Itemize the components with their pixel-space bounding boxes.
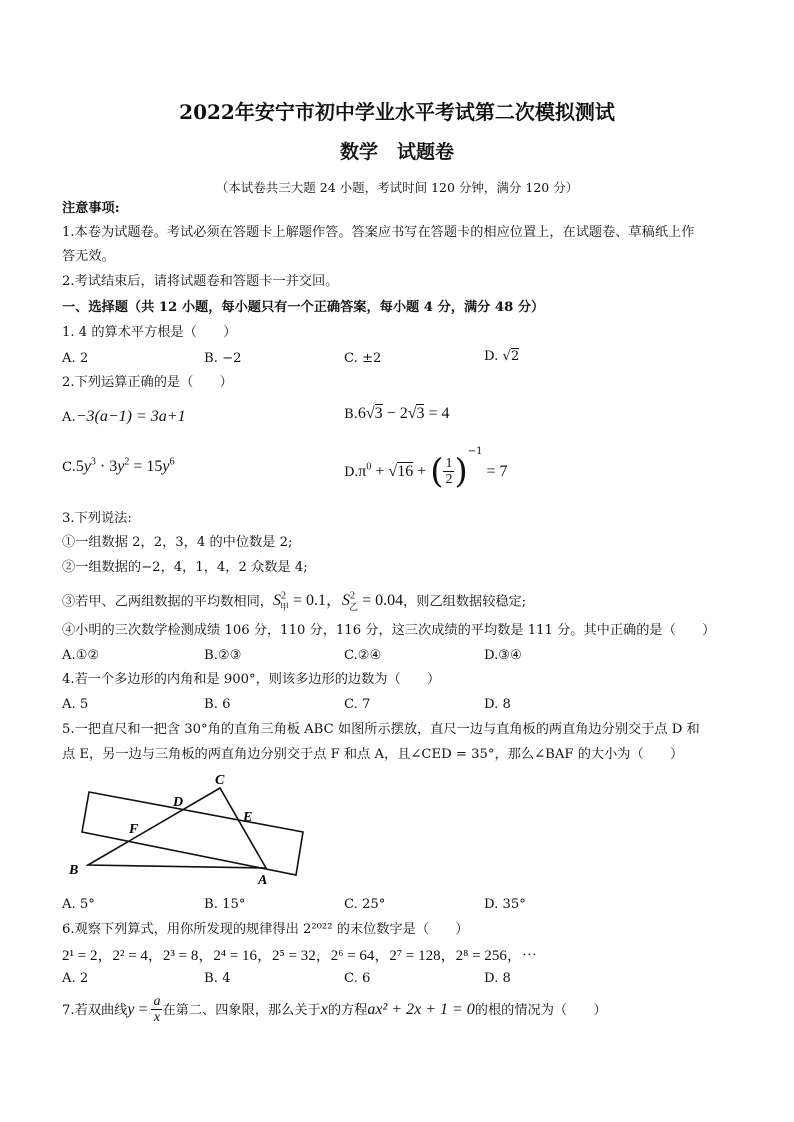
q2-option-a-expr: −3(a−1) = 3a+1 (75, 408, 186, 425)
q6-stem: 6.观察下列算式，用你所发现的规律得出 2²⁰²² 的末位数字是（ ） (62, 922, 469, 937)
q5-option-a: A. 5° (62, 897, 95, 912)
q7-text-pre: 7.若双曲线 (62, 1003, 128, 1018)
page-title: 2022年安宁市初中学业水平考试第二次模拟测试 (179, 100, 615, 124)
q3-statement-2: ②一组数据的−2，4，1，4，2 众数是 4; (62, 560, 308, 575)
notice-item-1-line1: 1.本卷为试题卷。考试必须在答题卡上解题作答。答案应书写在答题卡的相应位置上，在试题卷、草稿纸上作 (62, 225, 695, 240)
q2-option-b: B.6√3 − 2√3 = 4 (344, 405, 450, 422)
q3-statement-1: ①一组数据 2，2，3，4 的中位数是 2; (62, 535, 293, 550)
label-f: F (129, 822, 139, 837)
q6-option-a: A. 2 (62, 971, 89, 986)
q3-statement-4: ④小明的三次数学检测成绩 106 分，110 分，116 分，这三次成绩的平均数是 111 分。其中正确的是（ ） (62, 623, 716, 638)
q2-stem: 2.下列运算正确的是（ ） (62, 375, 233, 390)
sqrt-symbol-icon: √ (388, 463, 398, 480)
q5-option-d: D. 35° (484, 897, 526, 912)
notice-item-2: 2.考试结束后，请将试题卷和答题卡一并交回。 (62, 274, 339, 289)
q7-variable: x (320, 1001, 328, 1018)
label-c: C (215, 773, 225, 788)
sqrt-symbol-icon: √ (502, 349, 511, 364)
page-subtitle: 数学 试题卷 (339, 141, 454, 163)
q5-option-c: C. 25° (344, 897, 386, 912)
q2-option-b-label: B. (344, 407, 358, 422)
q5-line-2: 点 E，另一边与三角板的两直角边分别交于点 F 和点 A，且∠CED = 35°，那么∠BAF 的大小为（ ） (62, 747, 684, 762)
q3-option-b: B.②③ (204, 648, 242, 663)
q1-option-d (484, 348, 519, 366)
q6-option-d: D. 8 (484, 971, 511, 986)
q4-option-b: B. 6 (204, 697, 231, 712)
q5-line-1: 5.一把直尺和一把含 30°角的直角三角板 ABC 如图所示摆放，直尺一边与直角板的两直角边分别交于点 D 和 (62, 722, 700, 737)
q6-option-b: B. 4 (204, 971, 231, 986)
exam-info: （本试卷共三大题 24 小题，考试时间 120 分钟，满分 120 分） (215, 180, 579, 195)
q3-stem: 3.下列说法: (62, 511, 132, 526)
q2-option-a (62, 406, 186, 427)
q2-option-c: $C.5y^3 \cdot 3y^2 = 15y^6$ (62, 456, 175, 475)
q2-option-d-label: D. (344, 465, 359, 480)
q5-figure (60, 770, 320, 888)
q3-statement-3-tail: ，则乙组数据较稳定; (403, 594, 527, 610)
q4-stem: 4.若一个多边形的内角和是 900°，则该多边形的边数为（ ） (62, 672, 441, 687)
q3-option-d: D.③④ (484, 648, 522, 663)
q4-option-d: D. 8 (484, 697, 511, 712)
q2-option-d-result: = 7 (486, 463, 508, 480)
label-a: A (258, 873, 268, 888)
q2-option-a-label: A. (62, 410, 76, 425)
q1-option-a: A. 2 (62, 351, 89, 366)
q3-statement-3: ③若甲、乙两组数据的平均数相同，$S^2_甲 = 0.1$，$S^2_乙 = 0.04$，则乙组数据较稳定; (62, 591, 527, 612)
q4-option-c: C. 7 (344, 697, 371, 712)
q1-option-d-radicand: 2 (510, 349, 520, 364)
q1-option-c: C. ±2 (344, 351, 382, 366)
q3-option-c: C.②④ (344, 648, 382, 663)
q1-option-d-label: D. (484, 349, 499, 364)
sqrt-symbol-icon: √ (407, 405, 417, 422)
q1-stem: 1. 4 的算术平方根是（ ） (62, 325, 237, 340)
q7-stem: 7.若双曲线y = $\frac{a}{x}$ 在第二、四象限，那么关于x的方程ax² + 2x + 1 = 0的根的情况为（ ） (62, 994, 607, 1025)
q7-equation: ax² + 2x + 1 = 0 (367, 1001, 475, 1018)
q2-option-d: $D.\pi^0 + √16$ + ( $\frac{1}{2}$ )$^{-1}$ = 7 (344, 446, 508, 492)
label-d: D (173, 795, 184, 810)
q7-text-post: 的方程 (327, 1003, 368, 1018)
notice-heading: 注意事项: (62, 201, 120, 216)
q7-text-mid: 在第二、四象限，那么关于 (162, 1003, 321, 1018)
q4-option-a: A. 5 (62, 697, 89, 712)
q1-option-b: B. −2 (204, 351, 242, 366)
q5-option-b: B. 15° (204, 897, 246, 912)
notice-item-1-line2: 答无效。 (62, 249, 115, 264)
label-b: B (69, 863, 79, 878)
q6-option-c: C. 6 (344, 971, 371, 986)
label-e: E (243, 810, 253, 825)
q3-option-a: A.①② (62, 648, 100, 663)
q6-sequence: 2¹ = 2，2² = 4，2³ = 8，2⁴ = 16，2⁵ = 32，2⁶ = 64，2⁷ = 128，2⁸ = 256，⋯ (62, 948, 537, 964)
q3-statement-3-text: ③若甲、乙两组数据的平均数相同， (62, 594, 273, 610)
q7-text-tail: 的根的情况为（ ） (474, 1003, 607, 1018)
q2-option-c-label: C. (62, 460, 76, 475)
sqrt-symbol-icon: √ (365, 405, 375, 422)
section-heading: 一、选择题（共 12 小题，每小题只有一个正确答案，每小题 4 分，满分 48 分） (62, 300, 545, 315)
